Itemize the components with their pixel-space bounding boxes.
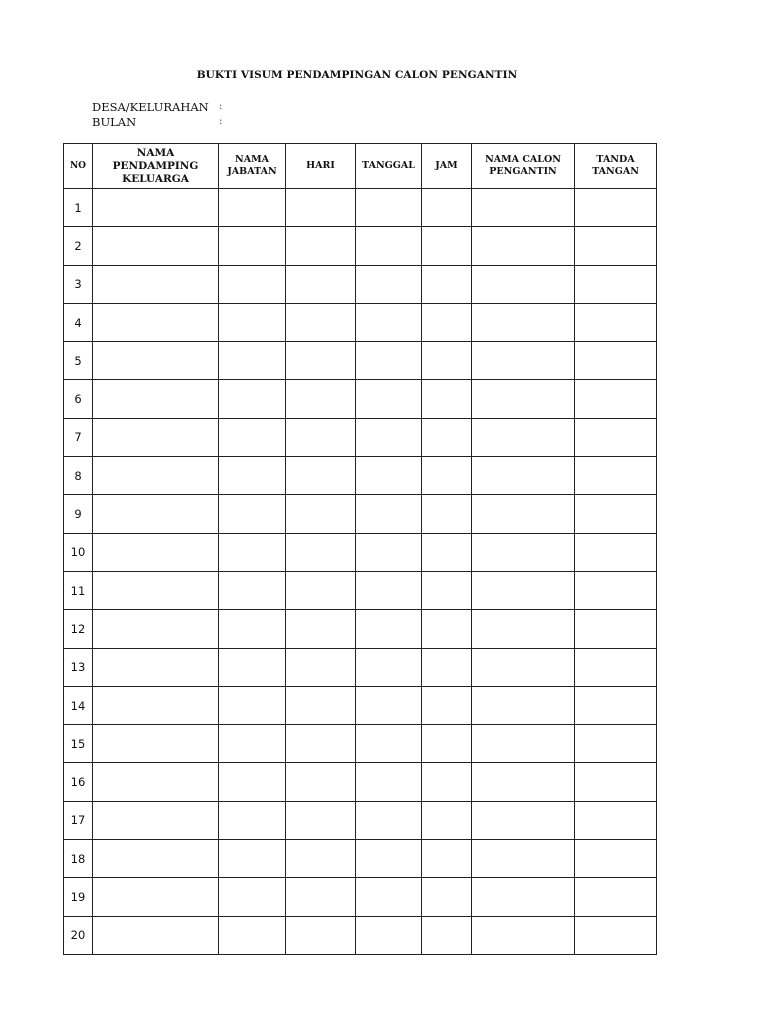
row-number: 4: [64, 303, 93, 341]
header-line: PENGANTIN: [489, 166, 557, 177]
nama-pendamping-cell[interactable]: [93, 686, 219, 724]
tanda-tangan-cell[interactable]: [575, 380, 657, 418]
jam-cell[interactable]: [422, 380, 472, 418]
tanggal-cell[interactable]: [356, 916, 422, 954]
hari-cell[interactable]: [286, 227, 356, 265]
header-line: TANGGAL: [362, 160, 415, 171]
tanda-tangan-cell[interactable]: [575, 840, 657, 878]
nama-jabatan-cell[interactable]: [219, 533, 286, 571]
nama-calon-cell[interactable]: [472, 916, 575, 954]
header-jam: [422, 144, 472, 189]
nama-jabatan-cell[interactable]: [219, 457, 286, 495]
field-bulan: [92, 115, 222, 130]
hari-cell[interactable]: [286, 495, 356, 533]
header-nama-pendamping: [93, 144, 219, 189]
row-number: 10: [64, 533, 93, 571]
nama-pendamping-cell[interactable]: [93, 725, 219, 763]
nama-calon-cell[interactable]: [472, 686, 575, 724]
header-nama-jabatan: [219, 144, 286, 189]
nama-pendamping-cell[interactable]: [93, 457, 219, 495]
hari-cell[interactable]: [286, 840, 356, 878]
header-line: NAMA PENDAMPING: [112, 146, 199, 172]
hari-cell[interactable]: [286, 533, 356, 571]
nama-calon-cell[interactable]: [472, 418, 575, 456]
header-nama-calon-pengantin: [472, 144, 575, 189]
nama-calon-cell[interactable]: [472, 495, 575, 533]
tanggal-cell[interactable]: [356, 533, 422, 571]
tanggal-cell[interactable]: [356, 610, 422, 648]
nama-pendamping-cell[interactable]: [93, 533, 219, 571]
nama-pendamping-cell[interactable]: [93, 342, 219, 380]
tanda-tangan-cell[interactable]: [575, 457, 657, 495]
row-number: 12: [64, 610, 93, 648]
tanggal-cell[interactable]: [356, 495, 422, 533]
nama-calon-cell[interactable]: [472, 801, 575, 839]
tanggal-cell[interactable]: [356, 457, 422, 495]
jam-cell[interactable]: [422, 763, 472, 801]
table-row: [64, 840, 657, 878]
hari-cell[interactable]: [286, 189, 356, 227]
tanggal-cell[interactable]: [356, 725, 422, 763]
jam-cell[interactable]: [422, 495, 472, 533]
hari-cell[interactable]: [286, 878, 356, 916]
table-row: [64, 571, 657, 609]
tanggal-cell[interactable]: [356, 763, 422, 801]
nama-jabatan-cell[interactable]: [219, 418, 286, 456]
field-separator: :: [219, 101, 223, 112]
tanda-tangan-cell[interactable]: [575, 342, 657, 380]
table-row: [64, 265, 657, 303]
table-row: [64, 533, 657, 571]
table-row: [64, 380, 657, 418]
table-row: [64, 648, 657, 686]
nama-jabatan-cell[interactable]: [219, 265, 286, 303]
jam-cell[interactable]: [422, 725, 472, 763]
row-number: 19: [64, 878, 93, 916]
tanggal-cell[interactable]: [356, 303, 422, 341]
nama-pendamping-cell[interactable]: [93, 840, 219, 878]
header-line: HARI: [306, 160, 335, 171]
nama-jabatan-cell[interactable]: [219, 763, 286, 801]
table-row: [64, 495, 657, 533]
header-line: JAM: [435, 160, 458, 171]
nama-pendamping-cell[interactable]: [93, 303, 219, 341]
hari-cell[interactable]: [286, 916, 356, 954]
nama-jabatan-cell[interactable]: [219, 342, 286, 380]
header-line: TANGAN: [592, 166, 639, 177]
document-title: BUKTI VISUM PENDAMPINGAN CALON PENGANTIN: [196, 69, 518, 81]
row-number: 9: [64, 495, 93, 533]
tanda-tangan-cell[interactable]: [575, 571, 657, 609]
tanda-tangan-cell[interactable]: [575, 686, 657, 724]
row-number: 3: [64, 265, 93, 303]
nama-calon-cell[interactable]: [472, 265, 575, 303]
nama-jabatan-cell[interactable]: [219, 686, 286, 724]
nama-calon-cell[interactable]: [472, 303, 575, 341]
tanda-tangan-cell[interactable]: [575, 648, 657, 686]
field-label: DESA/KELURAHAN: [92, 100, 209, 114]
table-row: [64, 303, 657, 341]
nama-pendamping-cell[interactable]: [93, 495, 219, 533]
nama-jabatan-cell[interactable]: [219, 571, 286, 609]
table-row: [64, 686, 657, 724]
tanda-tangan-cell[interactable]: [575, 495, 657, 533]
row-number: 14: [64, 686, 93, 724]
table-row: [64, 878, 657, 916]
table-row: [64, 418, 657, 456]
nama-calon-cell[interactable]: [472, 342, 575, 380]
row-number: 15: [64, 725, 93, 763]
row-number: 18: [64, 840, 93, 878]
row-number: 5: [64, 342, 93, 380]
table-row: [64, 610, 657, 648]
nama-pendamping-cell[interactable]: [93, 648, 219, 686]
nama-pendamping-cell[interactable]: [93, 265, 219, 303]
jam-cell[interactable]: [422, 303, 472, 341]
nama-jabatan-cell[interactable]: [219, 725, 286, 763]
nama-pendamping-cell[interactable]: [93, 610, 219, 648]
jam-cell[interactable]: [422, 533, 472, 571]
hari-cell[interactable]: [286, 380, 356, 418]
tanggal-cell[interactable]: [356, 878, 422, 916]
row-number: 17: [64, 801, 93, 839]
hari-cell[interactable]: [286, 686, 356, 724]
nama-jabatan-cell[interactable]: [219, 801, 286, 839]
hari-cell[interactable]: [286, 342, 356, 380]
row-number: 2: [64, 227, 93, 265]
visum-table: [63, 143, 657, 955]
table-row: [64, 916, 657, 954]
tanda-tangan-cell[interactable]: [575, 533, 657, 571]
nama-calon-cell[interactable]: [472, 189, 575, 227]
tanggal-cell[interactable]: [356, 265, 422, 303]
tanggal-cell[interactable]: [356, 342, 422, 380]
row-number: 11: [64, 571, 93, 609]
jam-cell[interactable]: [422, 648, 472, 686]
nama-calon-cell[interactable]: [472, 878, 575, 916]
nama-jabatan-cell[interactable]: [219, 227, 286, 265]
jam-cell[interactable]: [422, 457, 472, 495]
row-number: 20: [64, 916, 93, 954]
table-row: [64, 227, 657, 265]
jam-cell[interactable]: [422, 801, 472, 839]
jam-cell[interactable]: [422, 227, 472, 265]
header-no: [64, 144, 93, 189]
header-tanda-tangan: [575, 144, 657, 189]
table-row: [64, 342, 657, 380]
header-line: NO: [69, 161, 87, 171]
tanda-tangan-cell[interactable]: [575, 303, 657, 341]
tanda-tangan-cell[interactable]: [575, 725, 657, 763]
nama-pendamping-cell[interactable]: [93, 418, 219, 456]
nama-calon-cell[interactable]: [472, 610, 575, 648]
table-row: [64, 189, 657, 227]
table-row: [64, 457, 657, 495]
tanggal-cell[interactable]: [356, 418, 422, 456]
tanda-tangan-cell[interactable]: [575, 265, 657, 303]
nama-jabatan-cell[interactable]: [219, 380, 286, 418]
nama-calon-cell[interactable]: [472, 227, 575, 265]
nama-calon-cell[interactable]: [472, 725, 575, 763]
header-line: JABATAN: [227, 166, 277, 177]
table-body: [64, 189, 657, 955]
hari-cell[interactable]: [286, 648, 356, 686]
jam-cell[interactable]: [422, 265, 472, 303]
tanda-tangan-cell[interactable]: [575, 916, 657, 954]
table-row: [64, 801, 657, 839]
tanda-tangan-cell[interactable]: [575, 227, 657, 265]
jam-cell[interactable]: [422, 189, 472, 227]
hari-cell[interactable]: [286, 610, 356, 648]
nama-pendamping-cell[interactable]: [93, 571, 219, 609]
tanda-tangan-cell[interactable]: [575, 610, 657, 648]
tanda-tangan-cell[interactable]: [575, 801, 657, 839]
row-number: 6: [64, 380, 93, 418]
nama-calon-cell[interactable]: [472, 571, 575, 609]
jam-cell[interactable]: [422, 878, 472, 916]
document-fields: [92, 100, 222, 130]
nama-jabatan-cell[interactable]: [219, 916, 286, 954]
nama-jabatan-cell[interactable]: [219, 495, 286, 533]
nama-calon-cell[interactable]: [472, 380, 575, 418]
hari-cell[interactable]: [286, 418, 356, 456]
header-tanggal: [356, 144, 422, 189]
tanggal-cell[interactable]: [356, 380, 422, 418]
nama-calon-cell[interactable]: [472, 648, 575, 686]
nama-calon-cell[interactable]: [472, 457, 575, 495]
nama-pendamping-cell[interactable]: [93, 801, 219, 839]
nama-pendamping-cell[interactable]: [93, 227, 219, 265]
nama-jabatan-cell[interactable]: [219, 610, 286, 648]
jam-cell[interactable]: [422, 916, 472, 954]
tanggal-cell[interactable]: [356, 571, 422, 609]
jam-cell[interactable]: [422, 418, 472, 456]
nama-pendamping-cell[interactable]: [93, 189, 219, 227]
row-number: 7: [64, 418, 93, 456]
table-header-row: [64, 144, 657, 189]
hari-cell[interactable]: [286, 801, 356, 839]
jam-cell[interactable]: [422, 342, 472, 380]
nama-pendamping-cell[interactable]: [93, 380, 219, 418]
jam-cell[interactable]: [422, 840, 472, 878]
nama-calon-cell[interactable]: [472, 840, 575, 878]
jam-cell[interactable]: [422, 686, 472, 724]
nama-jabatan-cell[interactable]: [219, 648, 286, 686]
tanggal-cell[interactable]: [356, 686, 422, 724]
field-separator: :: [219, 116, 223, 127]
header-line: NAMA CALON: [485, 154, 561, 165]
nama-calon-cell[interactable]: [472, 533, 575, 571]
header-hari: [286, 144, 356, 189]
row-number: 8: [64, 457, 93, 495]
row-number: 1: [64, 189, 93, 227]
hari-cell[interactable]: [286, 571, 356, 609]
nama-pendamping-cell[interactable]: [93, 763, 219, 801]
hari-cell[interactable]: [286, 303, 356, 341]
row-number: 16: [64, 763, 93, 801]
nama-pendamping-cell[interactable]: [93, 916, 219, 954]
tanggal-cell[interactable]: [356, 840, 422, 878]
hari-cell[interactable]: [286, 265, 356, 303]
tanggal-cell[interactable]: [356, 227, 422, 265]
jam-cell[interactable]: [422, 571, 472, 609]
header-line: KELUARGA: [122, 172, 189, 185]
tanda-tangan-cell[interactable]: [575, 189, 657, 227]
nama-calon-cell[interactable]: [472, 763, 575, 801]
row-number: 13: [64, 648, 93, 686]
nama-jabatan-cell[interactable]: [219, 878, 286, 916]
tanggal-cell[interactable]: [356, 189, 422, 227]
nama-jabatan-cell[interactable]: [219, 303, 286, 341]
tanda-tangan-cell[interactable]: [575, 763, 657, 801]
table-row: [64, 763, 657, 801]
table-row: [64, 725, 657, 763]
field-label: BULAN: [92, 115, 137, 129]
nama-pendamping-cell[interactable]: [93, 878, 219, 916]
nama-jabatan-cell[interactable]: [219, 840, 286, 878]
header-line: TANDA: [596, 154, 635, 165]
tanggal-cell[interactable]: [356, 801, 422, 839]
hari-cell[interactable]: [286, 725, 356, 763]
field-desa-kelurahan: [92, 100, 222, 115]
tanda-tangan-cell[interactable]: [575, 418, 657, 456]
nama-jabatan-cell[interactable]: [219, 189, 286, 227]
jam-cell[interactable]: [422, 610, 472, 648]
tanggal-cell[interactable]: [356, 648, 422, 686]
tanda-tangan-cell[interactable]: [575, 878, 657, 916]
hari-cell[interactable]: [286, 763, 356, 801]
hari-cell[interactable]: [286, 457, 356, 495]
header-line: NAMA: [235, 154, 269, 165]
